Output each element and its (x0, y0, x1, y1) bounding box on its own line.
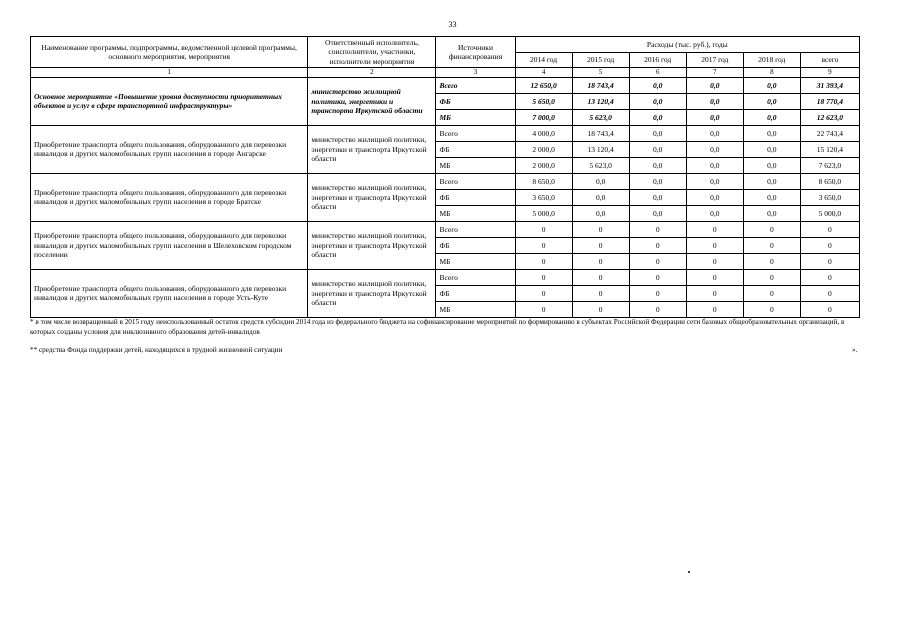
year-value: 0 (743, 253, 800, 269)
year-value: 13 120,4 (572, 93, 629, 109)
year-value: 18 743,4 (572, 125, 629, 141)
year-value: 0,0 (629, 77, 686, 93)
funding-source: ФБ (436, 189, 515, 205)
header-total: всего (800, 52, 859, 68)
funding-source: ФБ (436, 93, 515, 109)
funding-source: МБ (436, 157, 515, 173)
year-value: 0,0 (743, 189, 800, 205)
year-value: 0,0 (686, 141, 743, 157)
executor: министерство жилищной политики, энергетики и транспорта Иркутской области (308, 221, 436, 269)
year-value: 0 (686, 221, 743, 237)
year-value: 0,0 (743, 157, 800, 173)
column-number: 3 (436, 68, 515, 78)
year-value: 7 000,0 (515, 109, 572, 125)
year-value: 0 (686, 237, 743, 253)
footnote-1: * в том числе возвращенный в 2015 году неиспользованный остаток средств субсидии 2014 года из федерального бюджета на софинансирование мероприятий по формированию в субъектах Российской Федерации сети базовых общеобразовательных организаций, в которых созданы условия для инклюзивного образования детей-инвалидов (30, 318, 845, 336)
year-value: 0 (743, 285, 800, 301)
funding-source: Всего (436, 269, 515, 285)
year-value: 0,0 (572, 173, 629, 189)
header-year: 2017 год (686, 52, 743, 68)
year-value: 13 120,4 (572, 141, 629, 157)
funding-source: МБ (436, 301, 515, 317)
executor: министерство жилищной политики, энергетики и транспорта Иркутской области (308, 77, 436, 125)
activity-name: Приобретение транспорта общего пользования, оборудованного для перевозки инвалидов и других маломобильных групп населения в городе Братске (31, 173, 308, 221)
table-row (31, 173, 860, 189)
year-value: 0,0 (743, 125, 800, 141)
year-value: 0,0 (743, 77, 800, 93)
closing-quote: ». (852, 346, 858, 354)
year-value: 0 (515, 301, 572, 317)
budget-table (30, 36, 860, 318)
funding-source: Всего (436, 173, 515, 189)
year-value: 0,0 (629, 189, 686, 205)
total-value: 31 393,4 (800, 77, 859, 93)
year-value: 5 000,0 (515, 205, 572, 221)
column-number: 1 (31, 68, 308, 78)
funding-source: МБ (436, 109, 515, 125)
year-value: 0,0 (572, 205, 629, 221)
year-value: 0 (515, 237, 572, 253)
year-value: 0,0 (686, 205, 743, 221)
footnote-2: ** средства Фонда поддержки детей, находящихся в трудной жизненной ситуации (30, 346, 283, 354)
year-value: 0 (515, 253, 572, 269)
activity-name: Приобретение транспорта общего пользования, оборудованного для перевозки инвалидов и других маломобильных групп населения в Шелеховском городском поселении (31, 221, 308, 269)
year-value: 0 (629, 301, 686, 317)
funding-source: ФБ (436, 285, 515, 301)
year-value: 0 (572, 253, 629, 269)
executor: министерство жилищной политики, энергетики и транспорта Иркутской области (308, 125, 436, 173)
year-value: 0,0 (686, 109, 743, 125)
year-value: 0 (686, 301, 743, 317)
header-year: 2018 год (743, 52, 800, 68)
executor: министерство жилищной политики, энергетики и транспорта Иркутской области (308, 269, 436, 317)
total-value: 0 (800, 301, 859, 317)
year-value: 0,0 (629, 109, 686, 125)
column-number: 7 (686, 68, 743, 78)
funding-source: Всего (436, 77, 515, 93)
year-value: 0,0 (629, 205, 686, 221)
year-value: 0,0 (629, 125, 686, 141)
year-value: 0,0 (743, 141, 800, 157)
total-value: 18 770,4 (800, 93, 859, 109)
year-value: 0 (743, 237, 800, 253)
activity-name: Приобретение транспорта общего пользования, оборудованного для перевозки инвалидов и других маломобильных групп населения в городе Усть-Куте (31, 269, 308, 317)
year-value: 0 (572, 269, 629, 285)
total-value: 0 (800, 237, 859, 253)
year-value: 2 000,0 (515, 157, 572, 173)
year-value: 0 (743, 269, 800, 285)
year-value: 0,0 (686, 189, 743, 205)
year-value: 18 743,4 (572, 77, 629, 93)
year-value: 0 (515, 285, 572, 301)
year-value: 0,0 (743, 93, 800, 109)
year-value: 0 (629, 253, 686, 269)
year-value: 0,0 (629, 93, 686, 109)
year-value: 0 (629, 269, 686, 285)
year-value: 0 (572, 301, 629, 317)
year-value: 4 000,0 (515, 125, 572, 141)
header-year: 2015 год (572, 52, 629, 68)
total-value: 0 (800, 269, 859, 285)
year-value: 0,0 (743, 205, 800, 221)
funding-source: МБ (436, 253, 515, 269)
page-number: 33 (448, 20, 457, 29)
total-value: 22 743,4 (800, 125, 859, 141)
year-value: 0 (515, 269, 572, 285)
year-value: 0,0 (629, 141, 686, 157)
year-value: 0,0 (686, 93, 743, 109)
year-value: 0,0 (743, 109, 800, 125)
year-value: 0,0 (686, 77, 743, 93)
table-row (31, 269, 860, 285)
year-value: 0 (743, 221, 800, 237)
year-value: 0,0 (686, 173, 743, 189)
funding-source: ФБ (436, 237, 515, 253)
year-value: 0,0 (572, 189, 629, 205)
year-value: 5 650,0 (515, 93, 572, 109)
year-value: 0 (686, 253, 743, 269)
total-value: 12 623,0 (800, 109, 859, 125)
year-value: 0,0 (743, 173, 800, 189)
year-value: 8 650,0 (515, 173, 572, 189)
total-value: 0 (800, 221, 859, 237)
header-year: 2014 год (515, 52, 572, 68)
year-value: 0 (743, 301, 800, 317)
column-number: 9 (800, 68, 859, 78)
header-name: Наименование программы, подпрограммы, ведомственной целевой программы, основного мероприятия, мероприятия (31, 37, 308, 68)
year-value: 2 000,0 (515, 141, 572, 157)
header-executor: Ответственный исполнитель, соисполнители, участники, исполнители мероприятия (308, 37, 436, 68)
header-source: Источники финансирования (436, 37, 515, 68)
column-number: 2 (308, 68, 436, 78)
executor: министерство жилищной политики, энергетики и транспорта Иркутской области (308, 173, 436, 221)
year-value: 0 (686, 269, 743, 285)
year-value: 0,0 (629, 157, 686, 173)
year-value: 0,0 (686, 125, 743, 141)
scan-speck (688, 571, 690, 573)
year-value: 0,0 (686, 157, 743, 173)
header-expenses: Расходы (тыс. руб.), годы (515, 37, 859, 53)
column-number: 6 (629, 68, 686, 78)
year-value: 0 (572, 237, 629, 253)
year-value: 5 623,0 (572, 109, 629, 125)
activity-name: Основное мероприятие «Повышение уровня доступности приоритетных объектов и услуг в сфере транспортной инфраструктуры» (31, 77, 308, 125)
total-value: 0 (800, 253, 859, 269)
year-value: 0 (629, 237, 686, 253)
total-value: 15 120,4 (800, 141, 859, 157)
year-value: 3 650,0 (515, 189, 572, 205)
total-value: 5 000,0 (800, 205, 859, 221)
table-body (31, 77, 860, 317)
column-number: 5 (572, 68, 629, 78)
year-value: 0 (629, 285, 686, 301)
funding-source: ФБ (436, 141, 515, 157)
year-value: 0 (572, 221, 629, 237)
table-row (31, 77, 860, 93)
year-value: 0 (515, 221, 572, 237)
total-value: 3 650,0 (800, 189, 859, 205)
table-row (31, 221, 860, 237)
funding-source: Всего (436, 125, 515, 141)
column-number: 8 (743, 68, 800, 78)
year-value: 0 (572, 285, 629, 301)
year-value: 0 (629, 221, 686, 237)
funding-source: Всего (436, 221, 515, 237)
year-value: 12 650,0 (515, 77, 572, 93)
activity-name: Приобретение транспорта общего пользования, оборудованного для перевозки инвалидов и других маломобильных групп населения в городе Ангарске (31, 125, 308, 173)
year-value: 5 623,0 (572, 157, 629, 173)
total-value: 7 623,0 (800, 157, 859, 173)
table-row (31, 125, 860, 141)
year-value: 0 (686, 285, 743, 301)
total-value: 8 650,0 (800, 173, 859, 189)
column-number: 4 (515, 68, 572, 78)
header-year: 2016 год (629, 52, 686, 68)
total-value: 0 (800, 285, 859, 301)
year-value: 0,0 (629, 173, 686, 189)
funding-source: МБ (436, 205, 515, 221)
